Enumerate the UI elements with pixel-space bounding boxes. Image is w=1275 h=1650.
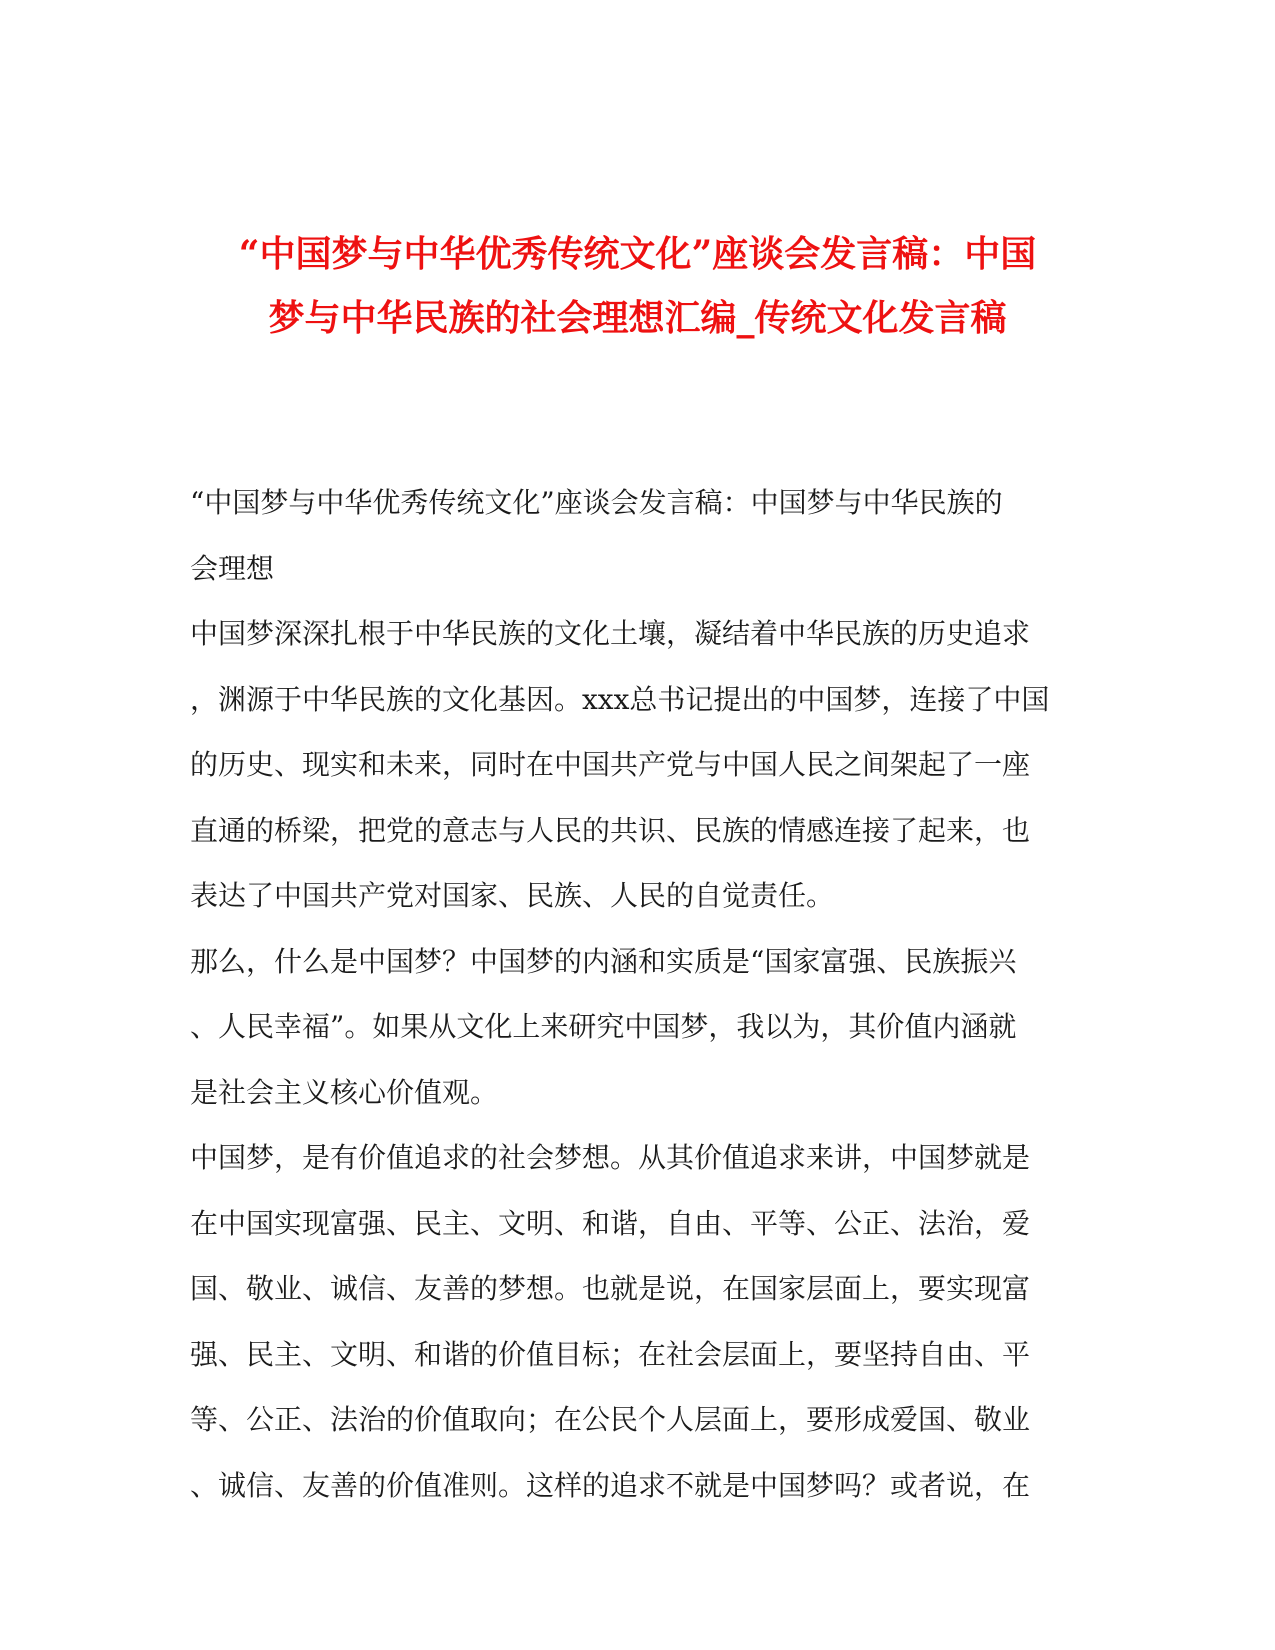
- body-line: 在中国实现富强、民主、文明、和谐，自由、平等、公正、法治，爱: [190, 1206, 1031, 1240]
- document-title: [180, 222, 1095, 350]
- body-line: 中国梦，是有价值追求的社会梦想。从其价值追求来讲，中国梦就是: [190, 1141, 1031, 1174]
- title-line-1: “中国梦与中华优秀传统文化”座谈会发言稿：中国: [238, 233, 1037, 275]
- title-line-2: 梦与中华民族的社会理想汇编_传统文化发言稿: [268, 297, 1007, 339]
- body-line: 中国梦深深扎根于中华民族的文化土壤，凝结着中华民族的历史追求: [190, 617, 1031, 650]
- body-line: ，渊源于中华民族的文化基因。xxx总书记提出的中国梦，连接了中国: [190, 682, 1050, 716]
- body-line: 的历史、现实和未来，同时在中国共产党与中国人民之间架起了一座: [190, 748, 1031, 781]
- body-line: 表达了中国共产党对国家、民族、人民的自觉责任。: [190, 879, 835, 912]
- body-line: 会理想: [190, 551, 275, 585]
- body-line: 直通的桥梁，把党的意志与人民的共识、民族的情感连接了起来，也: [190, 813, 1031, 847]
- body-line: 、诚信、友善的价值准则。这样的追求不就是中国梦吗？或者说，在: [190, 1468, 1031, 1502]
- body-line: 、人民幸福”。如果从文化上来研究中国梦，我以为，其价值内涵就: [190, 1010, 1017, 1043]
- body-line: 强、民主、文明、和谐的价值目标；在社会层面上，要坚持自由、平: [190, 1337, 1031, 1371]
- body-line: 等、公正、法治的价值取向；在公民个人层面上，要形成爱国、敬业: [190, 1403, 1031, 1436]
- body-line: 是社会主义核心价值观。: [190, 1075, 499, 1109]
- body-line: 那么，什么是中国梦？中国梦的内涵和实质是“国家富强、民族振兴: [190, 944, 1017, 978]
- document-body: [190, 470, 1090, 1518]
- body-line: 国、敬业、诚信、友善的梦想。也就是说，在国家层面上，要实现富: [190, 1272, 1031, 1305]
- body-line: “中国梦与中华优秀传统文化”座谈会发言稿：中国梦与中华民族的: [190, 486, 1003, 519]
